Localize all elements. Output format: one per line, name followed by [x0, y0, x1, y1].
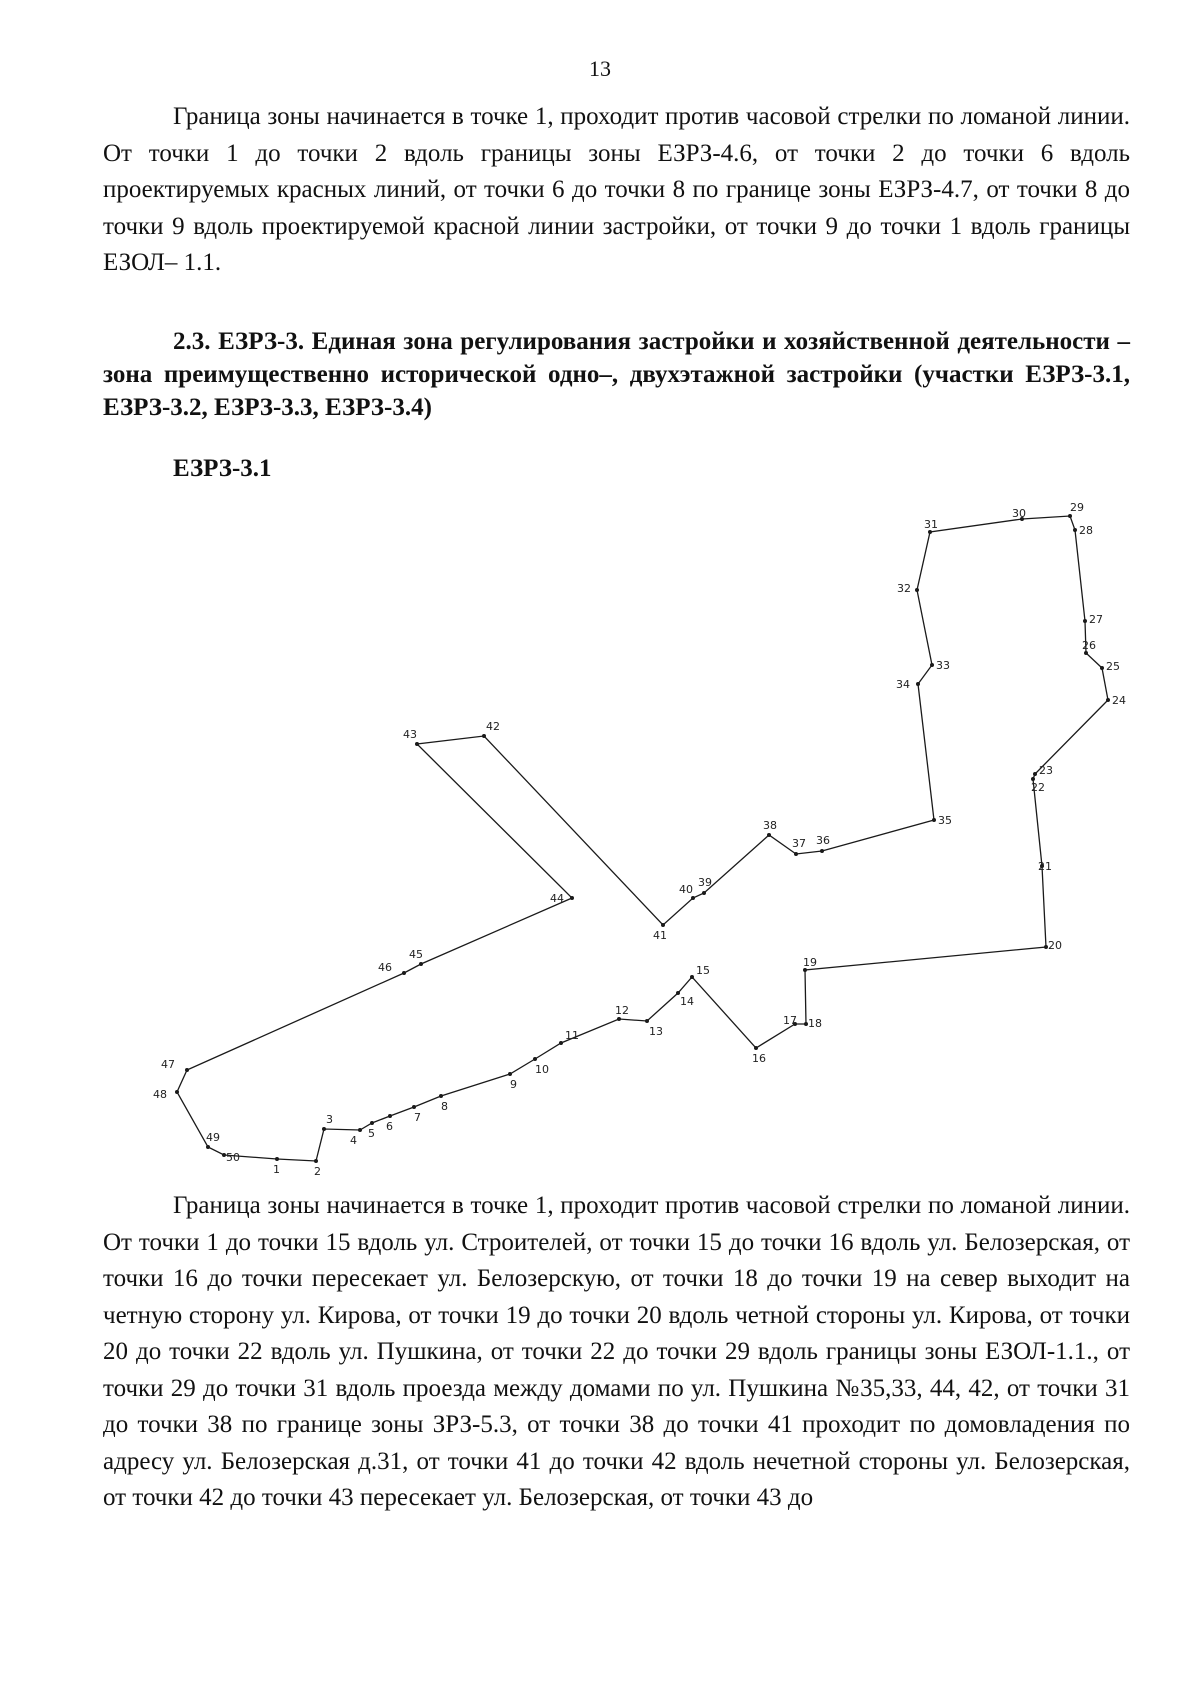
section-heading: 2.3. ЕЗРЗ-3. Единая зона регулирования застройки и хозяйственной деятельности – зона преимущественно исторической одно–, двухэтажной застройки (участки ЕЗРЗ-3.1, ЕЗРЗ-3.2, ЕЗРЗ-3.3, ЕЗРЗ-3.4) — [103, 328, 1130, 421]
point-11-label: 11 — [565, 1029, 579, 1042]
point-9-label: 9 — [510, 1078, 517, 1091]
point-32-label: 32 — [897, 582, 911, 595]
point-28-label: 28 — [1079, 524, 1093, 537]
point-5-label: 5 — [368, 1127, 375, 1140]
point-3-label: 3 — [326, 1113, 333, 1126]
paragraph-2: Граница зоны начинается в точке 1, проходит против часовой стрелки по ломаной линии. От точки 1 до точки 15 вдоль ул. Строителей, от точки 15 до точки 16 вдоль ул. Белозерская, от точки 16 до точки пересекает ул. Белозерскую, от точки 18 до точки 19 на север выходит на четную сторону ул. Кирова, от точки 19 до точки 20 вдоль четной стороны ул. Кирова, от точки 20 до точки 22 вдоль ул. Пушкина, от точки 22 до точки 29 вдоль границы зоны ЕЗОЛ-1.1., от точки 29 до точки 31 вдоль проезда между домами по ул. Пушкина №35,33, 44, 42, от точки 31 до точки 38 по границе зоны ЗРЗ-5.3, от точки 38 до точки 41 проходит по домовладения по адресу ул. Белозерская д.31, от точки 41 до точки 42 вдоль нечетной стороны ул. Белозерская, от точки 42 до точки 43 пересекает ул. Белозерская, от точки 43 до — [103, 1192, 1130, 1511]
point-20-label: 20 — [1048, 939, 1062, 952]
point-47-label: 47 — [161, 1058, 175, 1071]
point-27-marker — [1083, 619, 1087, 623]
point-45-marker — [419, 962, 423, 966]
point-6-label: 6 — [386, 1120, 393, 1133]
point-25-marker — [1100, 666, 1104, 670]
point-25-label: 25 — [1106, 660, 1120, 673]
point-17-label: 17 — [783, 1014, 797, 1027]
point-12-label: 12 — [615, 1004, 629, 1017]
point-3-marker — [322, 1127, 326, 1131]
point-43-label: 43 — [403, 728, 417, 741]
point-9-marker — [508, 1072, 512, 1076]
point-45-label: 45 — [409, 948, 423, 961]
point-39-label: 39 — [698, 876, 712, 889]
point-32-marker — [915, 588, 919, 592]
point-29-label: 29 — [1070, 501, 1084, 514]
point-30-label: 30 — [1012, 507, 1026, 520]
point-22-label: 22 — [1031, 781, 1045, 794]
point-48-label: 48 — [153, 1088, 167, 1101]
point-49-marker — [206, 1145, 210, 1149]
point-37-label: 37 — [792, 837, 806, 850]
point-13-label: 13 — [649, 1025, 663, 1038]
point-16-label: 16 — [752, 1052, 766, 1065]
point-23-marker — [1033, 772, 1037, 776]
point-18-label: 18 — [808, 1017, 822, 1030]
point-49-label: 49 — [206, 1131, 220, 1144]
page-number: 13 — [589, 56, 611, 81]
point-41-label: 41 — [653, 929, 667, 942]
point-42-label: 42 — [486, 720, 500, 733]
point-8-label: 8 — [441, 1100, 448, 1113]
point-35-marker — [932, 818, 936, 822]
point-36-label: 36 — [816, 834, 830, 847]
paragraph-1: Граница зоны начинается в точке 1, проходит против часовой стрелки по ломаной линии. От точки 1 до точки 2 вдоль границы зоны ЕЗРЗ-4.6, от точки 2 до точки 6 вдоль проектируемых красных линий, от точки 6 до точки 8 по границе зоны ЕЗРЗ-4.7, от точки 8 до точки 9 вдоль проектируемой красной линии застройки, от точки 9 до точки 1 вдоль границы ЕЗОЛ– 1.1. — [103, 103, 1130, 276]
point-44-marker — [570, 896, 574, 900]
point-34-label: 34 — [896, 678, 910, 691]
point-11-marker — [559, 1041, 563, 1045]
point-48-marker — [175, 1090, 179, 1094]
point-44-label: 44 — [550, 892, 564, 905]
point-23-label: 23 — [1039, 764, 1053, 777]
point-15-label: 15 — [696, 964, 710, 977]
point-35-label: 35 — [938, 814, 952, 827]
point-4-marker — [358, 1128, 362, 1132]
point-28-marker — [1073, 528, 1077, 532]
point-13-marker — [645, 1019, 649, 1023]
point-19-label: 19 — [803, 956, 817, 969]
point-14-label: 14 — [680, 995, 694, 1008]
point-16-marker — [754, 1046, 758, 1050]
point-33-label: 33 — [936, 659, 950, 672]
point-41-marker — [661, 923, 665, 927]
point-40-label: 40 — [679, 883, 693, 896]
boundary-points — [153, 501, 1126, 1178]
point-1-marker — [275, 1157, 279, 1161]
point-24-marker — [1106, 698, 1110, 702]
point-15-marker — [690, 975, 694, 979]
point-42-marker — [482, 734, 486, 738]
point-12-marker — [617, 1017, 621, 1021]
point-6-marker — [388, 1114, 392, 1118]
point-26-label: 26 — [1082, 639, 1096, 652]
point-2-label: 2 — [314, 1165, 321, 1178]
point-8-marker — [439, 1094, 443, 1098]
point-2-marker — [314, 1159, 318, 1163]
point-33-marker — [930, 663, 934, 667]
point-38-label: 38 — [763, 819, 777, 832]
subsection-heading: ЕЗРЗ-3.1 — [173, 455, 272, 482]
point-34-marker — [916, 682, 920, 686]
point-5-marker — [370, 1121, 374, 1125]
point-47-marker — [185, 1068, 189, 1072]
point-7-marker — [412, 1105, 416, 1109]
point-29-marker — [1068, 514, 1072, 518]
point-7-label: 7 — [414, 1111, 421, 1124]
boundary-diagram — [0, 480, 1200, 1200]
point-27-label: 27 — [1089, 613, 1103, 626]
point-40-marker — [691, 896, 695, 900]
point-36-marker — [820, 849, 824, 853]
point-50-label: 50 — [226, 1151, 240, 1164]
point-24-label: 24 — [1112, 694, 1126, 707]
boundary-polyline — [177, 516, 1108, 1161]
point-37-marker — [794, 852, 798, 856]
point-38-marker — [767, 833, 771, 837]
point-31-label: 31 — [924, 518, 938, 531]
point-1-label: 1 — [273, 1163, 280, 1176]
point-4-label: 4 — [350, 1134, 357, 1147]
point-21-label: 21 — [1038, 860, 1052, 873]
point-43-marker — [415, 742, 419, 746]
point-39-marker — [702, 891, 706, 895]
point-46-label: 46 — [378, 961, 392, 974]
point-46-marker — [402, 971, 406, 975]
point-10-marker — [533, 1057, 537, 1061]
point-10-label: 10 — [535, 1063, 549, 1076]
